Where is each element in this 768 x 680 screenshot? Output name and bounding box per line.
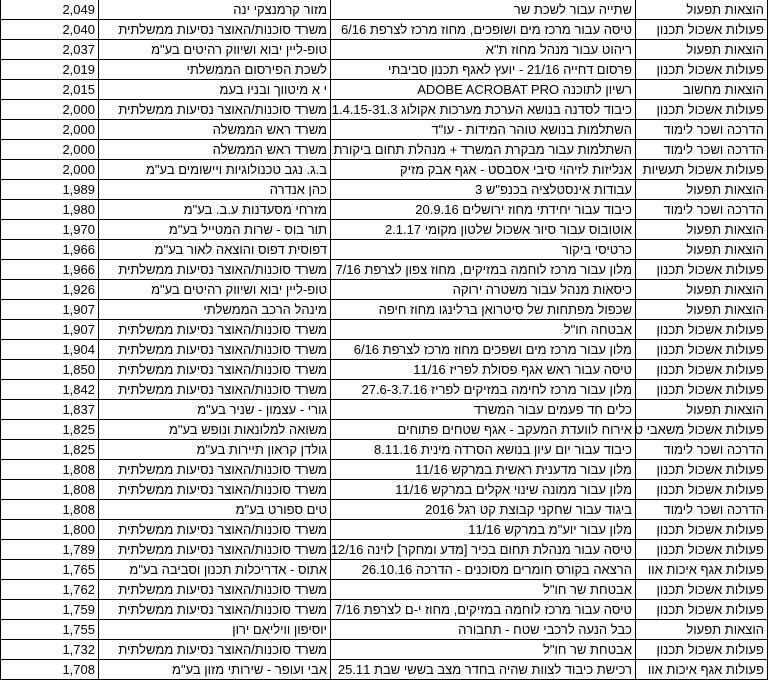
vendor-cell[interactable]: משרד סוכנות/האוצר נסיעות ממשלתית	[99, 480, 331, 500]
description-cell[interactable]: אנליזות לזיהוי סיבי אסבסט - אגף אבק מזיק	[331, 160, 636, 180]
table-row	[1, 640, 768, 660]
category-cell[interactable]: פעולות אשכול תכנון	[636, 600, 768, 620]
amount-cell[interactable]: 1,765	[1, 560, 99, 580]
amount-cell[interactable]: 1,759	[1, 600, 99, 620]
description-cell[interactable]: מלון עבור מרכז מים ושפכים מחוז מרכז לצרפת 6/16	[331, 340, 636, 360]
category-cell[interactable]: פעולות אשכול תכנון	[636, 360, 768, 380]
table-row	[1, 240, 768, 260]
description-cell[interactable]: טיסה עבור מרכז מים ושופכים, מחוז מרכז לצרפת 6/16	[331, 20, 636, 40]
table-row	[1, 580, 768, 600]
amount-cell[interactable]: 1,762	[1, 580, 99, 600]
category-cell[interactable]: הוצאות תפעול	[636, 220, 768, 240]
vendor-cell[interactable]: גולדן קראון תיירות בע"מ	[99, 440, 331, 460]
vendor-cell[interactable]: טים ספורט בע"מ	[99, 500, 331, 520]
table-row	[1, 80, 768, 100]
vendor-cell[interactable]: משרד סוכנות/האוצר נסיעות ממשלתית	[99, 340, 331, 360]
amount-cell[interactable]: 1,904	[1, 340, 99, 360]
description-cell[interactable]: מלון עבור יוע"מ במרקש 11/16	[331, 520, 636, 540]
table-row	[1, 120, 768, 140]
amount-cell[interactable]: 2,000	[1, 100, 99, 120]
category-cell[interactable]: הוצאות תפעול	[636, 180, 768, 200]
description-cell[interactable]: כלים חד פעמים עבור המשרד	[331, 400, 636, 420]
amount-cell[interactable]: 2,040	[1, 20, 99, 40]
table-row	[1, 440, 768, 460]
description-cell[interactable]: השתלמות עבור מבקרת המשרד + מנהלת תחום ביקורת	[331, 140, 636, 160]
description-cell[interactable]: הרצאה בקורס חומרים מסוכנים - הדרכה 26.10.16	[331, 560, 636, 580]
description-cell[interactable]: כיסאות מנהל עבור משטרה ירוקה	[331, 280, 636, 300]
category-cell[interactable]: פעולות אשכול תכנון	[636, 320, 768, 340]
amount-cell[interactable]: 1,907	[1, 300, 99, 320]
table-row	[1, 160, 768, 180]
description-cell[interactable]: פרסום דחייה 21/16 - יועץ לאגף תכנון סביבתי	[331, 60, 636, 80]
vendor-cell[interactable]: משרד סוכנות/האוצר נסיעות ממשלתית	[99, 640, 331, 660]
category-cell[interactable]: הוצאות תפעול	[636, 400, 768, 420]
table-row	[1, 180, 768, 200]
category-cell[interactable]: פעולות אשכול משאבי ט	[636, 420, 768, 440]
category-cell[interactable]: הדרכה ושכר לימוד	[636, 140, 768, 160]
vendor-cell[interactable]: אתוס - אדריכלות תכנון וסביבה בע"מ	[99, 560, 331, 580]
vendor-cell[interactable]: משרד סוכנות/האוצר נסיעות ממשלתית	[99, 600, 331, 620]
description-cell[interactable]: כיבוד עבור יחידתי מחוז ירושלים 20.9.16	[331, 200, 636, 220]
vendor-cell[interactable]: משרד סוכנות/האוצר נסיעות ממשלתית	[99, 580, 331, 600]
vendor-cell[interactable]: משרד סוכנות/האוצר נסיעות ממשלתית	[99, 460, 331, 480]
vendor-cell[interactable]: מינהל הרכב הממשלתי	[99, 300, 331, 320]
vendor-cell[interactable]: משרד סוכנות/האוצר נסיעות ממשלתית	[99, 100, 331, 120]
description-cell[interactable]: עבודות אינסטלציה בכנפ"ש 3	[331, 180, 636, 200]
table-row	[1, 0, 768, 20]
category-cell[interactable]: הוצאות תפעול	[636, 0, 768, 20]
description-cell[interactable]: כרטיסי ביקור	[331, 240, 636, 260]
description-cell[interactable]: רכישת כיבוד לצוות שהיה בחדר מצב בששי שבת 25.11	[331, 660, 636, 680]
category-cell[interactable]: פעולות אשכול תכנון	[636, 460, 768, 480]
category-cell[interactable]: פעולות אשכול תכנון	[636, 340, 768, 360]
vendor-cell[interactable]: משרד סוכנות/האוצר נסיעות ממשלתית	[99, 520, 331, 540]
table-row	[1, 660, 768, 680]
description-cell[interactable]: אבטחה חו"ל	[331, 320, 636, 340]
vendor-cell[interactable]: כהן אנדרה	[99, 180, 331, 200]
description-cell[interactable]: רשיון לתוכנה ADOBE ACROBAT PRO	[331, 80, 636, 100]
table-row	[1, 280, 768, 300]
table-row	[1, 540, 768, 560]
table-row	[1, 140, 768, 160]
description-cell[interactable]: כיבוד לסדנה בנושא הערכת מערכות אקולוג 1.4.15-31.3	[331, 100, 636, 120]
vendor-cell[interactable]: תור בוס - שרות המטייל בע"מ	[99, 220, 331, 240]
description-cell[interactable]: שכפול מפתחות של סיטרואן ברלינגו מחוז חיפה	[331, 300, 636, 320]
table-row	[1, 500, 768, 520]
vendor-cell[interactable]: משרד סוכנות/האוצר נסיעות ממשלתית	[99, 320, 331, 340]
vendor-cell[interactable]: מזרחי מסעדנות ע.ב. בע"מ	[99, 200, 331, 220]
category-cell[interactable]: פעולות אשכול תכנון	[636, 100, 768, 120]
amount-cell[interactable]: 1,800	[1, 520, 99, 540]
category-cell[interactable]: פעולות אשכול תכנון	[636, 380, 768, 400]
amount-cell[interactable]: 2,000	[1, 160, 99, 180]
category-cell[interactable]: פעולות אגף איכות אוו	[636, 660, 768, 680]
table-row	[1, 620, 768, 640]
amount-cell[interactable]: 1,808	[1, 480, 99, 500]
amount-cell[interactable]: 2,015	[1, 80, 99, 100]
table-row	[1, 380, 768, 400]
table-row	[1, 40, 768, 60]
table-row	[1, 200, 768, 220]
amount-cell[interactable]: 1,789	[1, 540, 99, 560]
vendor-cell[interactable]: משרד ראש הממשלה	[99, 120, 331, 140]
amount-cell[interactable]: 1,825	[1, 440, 99, 460]
amount-cell[interactable]: 1,966	[1, 260, 99, 280]
table-row	[1, 600, 768, 620]
table-row	[1, 220, 768, 240]
amount-cell[interactable]: 1,989	[1, 180, 99, 200]
table-row	[1, 300, 768, 320]
description-cell[interactable]: מלון עבור מרכז לוחמה במזיקים, מחוז צפון לצרפת 7/16	[331, 260, 636, 280]
table-row	[1, 400, 768, 420]
amount-cell[interactable]: 1,980	[1, 200, 99, 220]
description-cell[interactable]: ריהוט עבור מנהל מחוז ת"א	[331, 40, 636, 60]
description-cell[interactable]: אוטובוס עבור סיור אשכול שלטון מקומי 2.1.17	[331, 220, 636, 240]
table-row	[1, 260, 768, 280]
table-row	[1, 460, 768, 480]
category-cell[interactable]: הוצאות תפעול	[636, 300, 768, 320]
description-cell[interactable]: ביגוד עבור שחקני קבוצת קט רגל 2016	[331, 500, 636, 520]
table-row	[1, 560, 768, 580]
amount-cell[interactable]: 1,907	[1, 320, 99, 340]
amount-cell[interactable]: 1,850	[1, 360, 99, 380]
amount-cell[interactable]: 1,966	[1, 240, 99, 260]
category-cell[interactable]: פעולות אשכול תכנון	[636, 20, 768, 40]
vendor-cell[interactable]: משרד ראש הממשלה	[99, 140, 331, 160]
description-cell[interactable]: מלון עבור מדענית ראשית במרקש 11/16	[331, 460, 636, 480]
vendor-cell[interactable]: דפוסית דפוס והוצאה לאור בע"מ	[99, 240, 331, 260]
amount-cell[interactable]: 1,732	[1, 640, 99, 660]
category-cell[interactable]: פעולות אשכול תכנון	[636, 260, 768, 280]
amount-cell[interactable]: 1,970	[1, 220, 99, 240]
category-cell[interactable]: הוצאות תפעול	[636, 620, 768, 640]
category-cell[interactable]: הוצאות תפעול	[636, 280, 768, 300]
amount-cell[interactable]: 1,837	[1, 400, 99, 420]
category-cell[interactable]: הדרכה ושכר לימוד	[636, 440, 768, 460]
amount-cell[interactable]: 2,019	[1, 60, 99, 80]
amount-cell[interactable]: 2,049	[1, 0, 99, 20]
description-cell[interactable]: אירוח לוועדת המעקב - אגף שטחים פתוחים	[331, 420, 636, 440]
amount-cell[interactable]: 1,926	[1, 280, 99, 300]
vendor-cell[interactable]: משואה למלונאות ונופש בע"מ	[99, 420, 331, 440]
table-row	[1, 420, 768, 440]
category-cell[interactable]: פעולות אשכול תכנון	[636, 480, 768, 500]
vendor-cell[interactable]: אבי ועופר - שירותי מזון בע"מ	[99, 660, 331, 680]
table-row	[1, 340, 768, 360]
vendor-cell[interactable]: משרד סוכנות/האוצר נסיעות ממשלתית	[99, 540, 331, 560]
category-cell[interactable]: פעולות אשכול תכנון	[636, 580, 768, 600]
table-row	[1, 480, 768, 500]
vendor-cell[interactable]: טופ-ליין יבוא ושיווק רהיטים בע"מ	[99, 280, 331, 300]
category-cell[interactable]: פעולות אשכול תכנון	[636, 60, 768, 80]
vendor-cell[interactable]: משרד סוכנות/האוצר נסיעות ממשלתית	[99, 260, 331, 280]
amount-cell[interactable]: 2,000	[1, 140, 99, 160]
amount-cell[interactable]: 1,808	[1, 500, 99, 520]
vendor-cell[interactable]: טופ-ליין יבוא ושיווק רהיטים בע"מ	[99, 40, 331, 60]
vendor-cell[interactable]: גורי - עצמון - שניר בע"מ	[99, 400, 331, 420]
description-cell[interactable]: אבטחת שר חו"ל	[331, 640, 636, 660]
description-cell[interactable]: השתלמות בנושא טוהר המידות - עו"ד	[331, 120, 636, 140]
category-cell[interactable]: הדרכה ושכר לימוד	[636, 500, 768, 520]
category-cell[interactable]: פעולות אשכול תכנון	[636, 540, 768, 560]
amount-cell[interactable]: 1,708	[1, 660, 99, 680]
description-cell[interactable]: מלון עבור מרכז לחימה במזיקים לפריז 27.6-3.7.16	[331, 380, 636, 400]
amount-cell[interactable]: 1,808	[1, 460, 99, 480]
description-cell[interactable]: אבטחת שר חו"ל	[331, 580, 636, 600]
vendor-cell[interactable]: יוסיפון וויליאם ירון	[99, 620, 331, 640]
category-cell[interactable]: הוצאות תפעול	[636, 40, 768, 60]
table-row	[1, 20, 768, 40]
description-cell[interactable]: שתייה עבור לשכת שר	[331, 0, 636, 20]
amount-cell[interactable]: 2,037	[1, 40, 99, 60]
description-cell[interactable]: טיסה עבור מנהלת תחום בכיר [מדע ומחקר] לוינה 12/16	[331, 540, 636, 560]
vendor-cell[interactable]: ב.ג. נגב טכנולוגיות ויישומים בע"מ	[99, 160, 331, 180]
vendor-cell[interactable]: מזור קרמנצקי ינה	[99, 0, 331, 20]
table-row	[1, 60, 768, 80]
vendor-cell[interactable]: י א מיטווך ובניו בעמ	[99, 80, 331, 100]
amount-cell[interactable]: 2,000	[1, 120, 99, 140]
table-row	[1, 100, 768, 120]
vendor-cell[interactable]: משרד סוכנות/האוצר נסיעות ממשלתית	[99, 380, 331, 400]
category-cell[interactable]: פעולות אשכול תכנון	[636, 520, 768, 540]
amount-cell[interactable]: 1,825	[1, 420, 99, 440]
vendor-cell[interactable]: משרד סוכנות/האוצר נסיעות ממשלתית	[99, 20, 331, 40]
category-cell[interactable]: פעולות אשכול תכנון	[636, 640, 768, 660]
description-cell[interactable]: טיסה עבור ראש אגף פסולת לפריז 11/16	[331, 360, 636, 380]
amount-cell[interactable]: 1,842	[1, 380, 99, 400]
category-cell[interactable]: הדרכה ושכר לימוד	[636, 120, 768, 140]
category-cell[interactable]: פעולות אגף איכות אוו	[636, 560, 768, 580]
table-row	[1, 520, 768, 540]
category-cell[interactable]: פעולות אשכול תעשיות	[636, 160, 768, 180]
category-cell[interactable]: הוצאות תפעול	[636, 240, 768, 260]
amount-cell[interactable]: 1,755	[1, 620, 99, 640]
description-cell[interactable]: טיסה עבור מרכז לוחמה במזיקים, מחוז י-ם לצרפת 7/16	[331, 600, 636, 620]
table-row	[1, 320, 768, 340]
vendor-cell[interactable]: לשכת הפירסום הממשלתי	[99, 60, 331, 80]
category-cell[interactable]: הדרכה ושכר לימוד	[636, 200, 768, 220]
description-cell[interactable]: כיבוד עבור יום עיון בנושא הסרדה מינית 8.11.16	[331, 440, 636, 460]
category-cell[interactable]: הוצאות מחשוב	[636, 80, 768, 100]
table-row	[1, 360, 768, 380]
description-cell[interactable]: מלון עבור ממונה שינוי אקלים במרקש 11/16	[331, 480, 636, 500]
expenses-table-body	[1, 0, 768, 680]
description-cell[interactable]: כבל הנעה לרכבי שטח - תחבורה	[331, 620, 636, 640]
vendor-cell[interactable]: משרד סוכנות/האוצר נסיעות ממשלתית	[99, 360, 331, 380]
